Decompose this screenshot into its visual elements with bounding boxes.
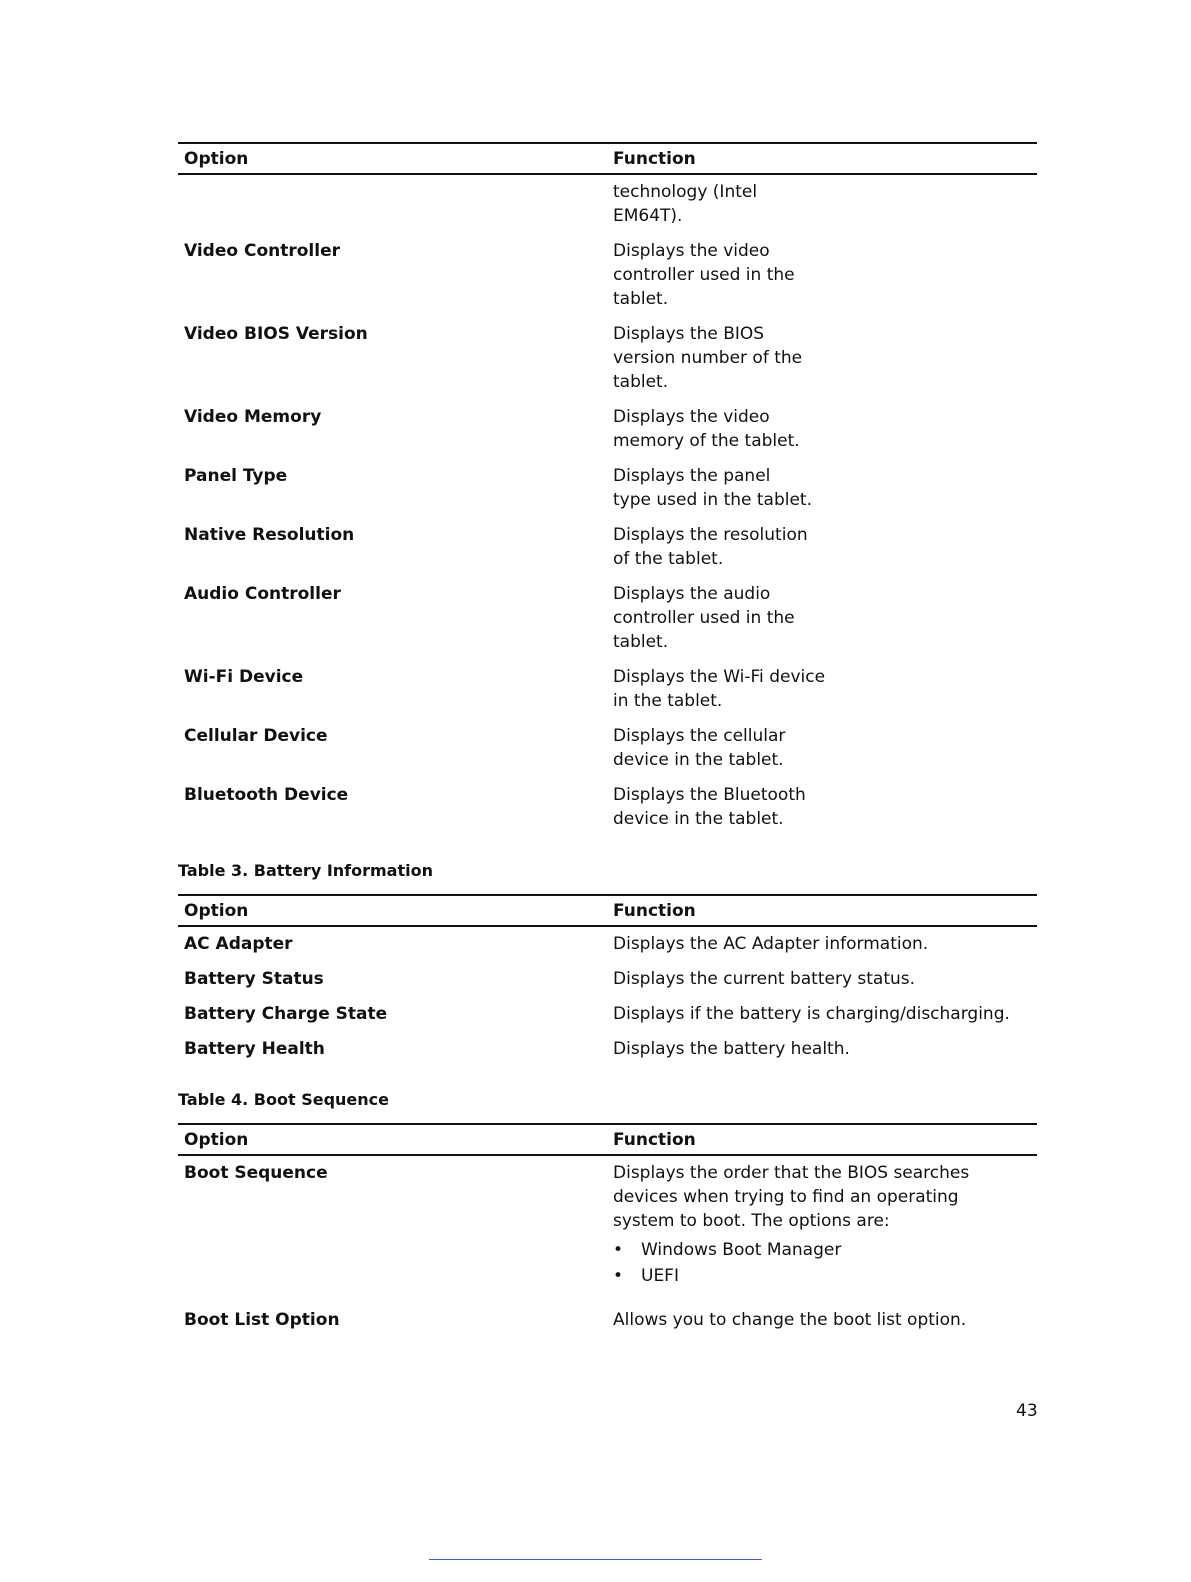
table-row [178,1037,1037,1061]
table-row [178,239,1037,311]
table-row [178,724,1037,772]
row-option: Battery Charge State [184,1004,388,1024]
table-row [178,582,1037,654]
table-row [178,932,1037,956]
row-option: Wi-Fi Device [184,667,304,687]
row-function: technology (Intel EM64T). [613,182,758,226]
row-option: Panel Type [184,466,288,486]
header-function: Function [613,148,696,169]
table-row [178,783,1037,831]
row-function: Displays if the battery is charging/discharging. [613,1004,1010,1024]
options-list [613,1237,1037,1289]
row-function: Displays the Wi-Fi device in the tablet. [613,667,826,711]
row-option: Battery Health [184,1039,325,1059]
table-row [178,1161,1037,1289]
table-row [178,180,1037,228]
row-option: AC Adapter [184,934,293,954]
table-caption: Table 3. Battery Information [178,861,433,880]
row-function: Displays the video memory of the tablet. [613,407,800,451]
system-information-table [178,142,1037,831]
row-function: Displays the resolution of the tablet. [613,525,808,569]
header-option: Option [184,900,249,921]
table-header [178,1123,1037,1156]
table-caption: Table 4. Boot Sequence [178,1090,389,1109]
boot-sequence-table [178,1123,1037,1332]
row-option: Audio Controller [184,584,341,604]
table-row [178,523,1037,571]
footer-link-underline[interactable] [429,1559,762,1560]
row-function: Displays the battery health. [613,1039,850,1059]
table-header [178,142,1037,175]
row-function: Displays the Bluetooth device in the tablet. [613,785,806,829]
row-option: Battery Status [184,969,324,989]
row-option: Video Memory [184,407,322,427]
row-function: Displays the current battery status. [613,969,916,989]
table-row [178,464,1037,512]
battery-information-table [178,894,1037,1061]
list-item: • UEFI [613,1266,679,1286]
row-function: Displays the BIOS version number of the tablet. [613,324,803,392]
row-option: Native Resolution [184,525,355,545]
list-item: • Windows Boot Manager [613,1240,842,1260]
table-row [178,405,1037,453]
table-row [178,1002,1037,1026]
table-row [178,665,1037,713]
row-function: Allows you to change the boot list option. [613,1310,967,1330]
row-option: Video BIOS Version [184,324,368,344]
header-option: Option [184,148,249,169]
row-option: Boot List Option [184,1310,340,1330]
header-function: Function [613,1129,696,1150]
header-function: Function [613,900,696,921]
page-number: 43 [1016,1401,1038,1421]
row-option: Bluetooth Device [184,785,349,805]
row-function: Displays the panel type used in the tablet. [613,466,812,510]
row-option: Boot Sequence [184,1163,328,1183]
row-function: Displays the cellular device in the tablet. [613,726,786,770]
table-row [178,967,1037,991]
row-function: Displays the audio controller used in the tablet. [613,584,795,652]
table-row [178,1308,1037,1332]
header-option: Option [184,1129,249,1150]
row-function: Displays the order that the BIOS searches devices when trying to find an operating system to boot. The options are: [613,1163,970,1231]
row-option: Video Controller [184,241,340,261]
table-row [178,322,1037,394]
row-function: Displays the AC Adapter information. [613,934,929,954]
table-header [178,894,1037,927]
row-option: Cellular Device [184,726,328,746]
row-function: Displays the video controller used in the tablet. [613,241,795,309]
